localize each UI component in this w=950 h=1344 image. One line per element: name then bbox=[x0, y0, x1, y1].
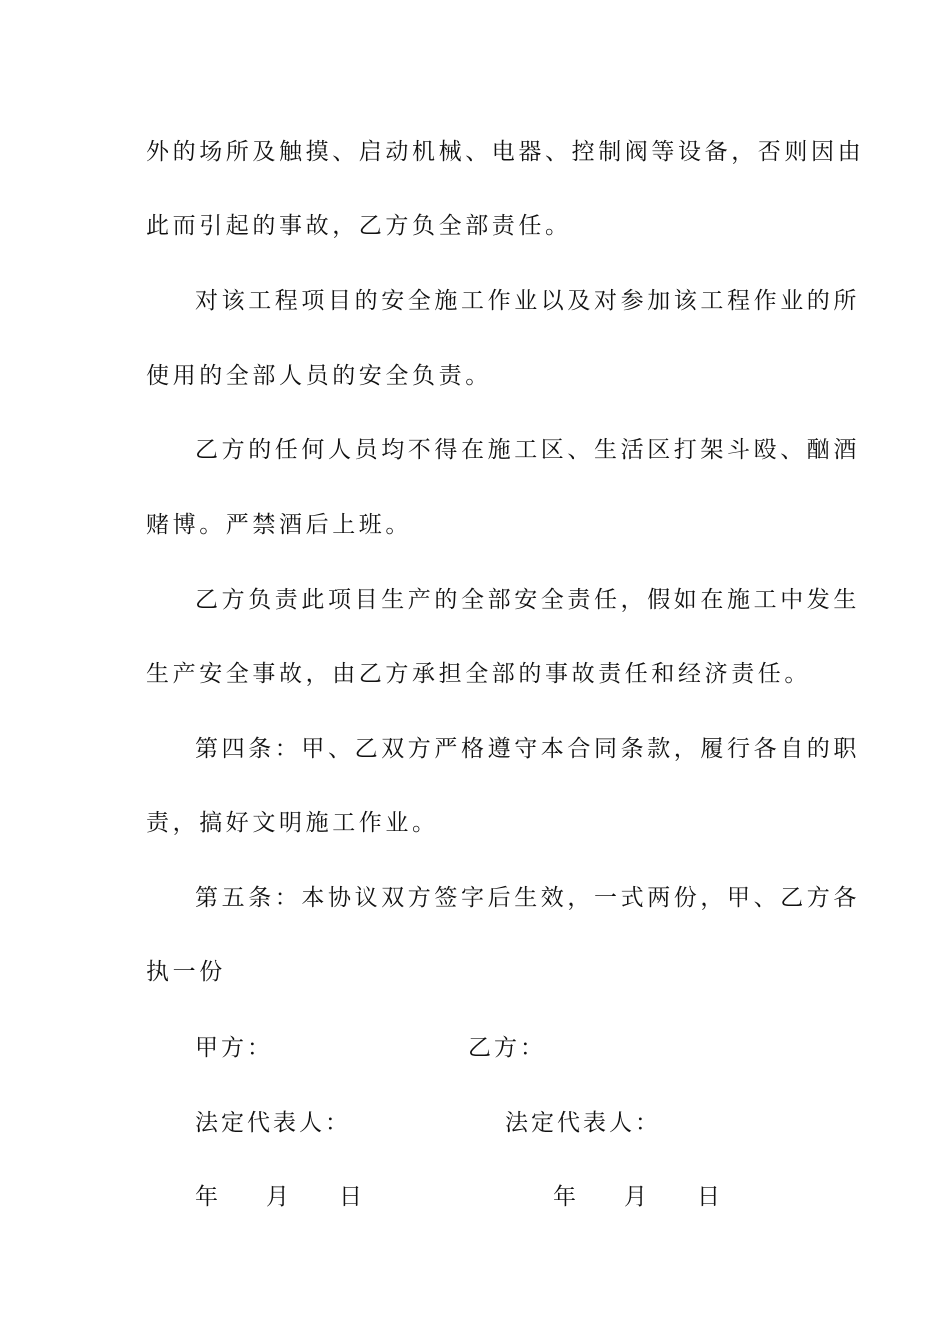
paragraph-line: 第四条：甲、乙双方严格遵守本合同条款，履行各自的职 bbox=[195, 736, 860, 762]
paragraph-line: 乙方负责此项目生产的全部安全责任，假如在施工中发生 bbox=[195, 587, 860, 613]
paragraph-line: 外的场所及触摸、启动机械、电器、控制阀等设备，否则因由 bbox=[146, 139, 865, 165]
party-b-date-month: 月 bbox=[624, 1184, 647, 1210]
paragraph-line: 使用的全部人员的安全负责。 bbox=[146, 363, 492, 389]
party-a-date-day: 日 bbox=[339, 1184, 362, 1210]
paragraph-line: 对该工程项目的安全施工作业以及对参加该工程作业的所 bbox=[195, 288, 860, 314]
paragraph-line: 赌博。严禁酒后上班。 bbox=[146, 512, 412, 538]
party-b-date-day: 日 bbox=[697, 1184, 720, 1210]
party-a-representative-label: 法定代表人： bbox=[195, 1110, 351, 1136]
paragraph-line: 此而引起的事故，乙方负全部责任。 bbox=[146, 213, 572, 239]
paragraph-line: 第五条：本协议双方签字后生效，一式两份，甲、乙方各 bbox=[195, 885, 860, 911]
paragraph-line: 执一份 bbox=[146, 959, 226, 985]
paragraph-line: 乙方的任何人员均不得在施工区、生活区打架斗殴、酗酒 bbox=[195, 437, 860, 463]
paragraph-line: 生产安全事故，由乙方承担全部的事故责任和经济责任。 bbox=[146, 661, 811, 687]
party-a-label: 甲方： bbox=[195, 1035, 273, 1061]
paragraph-line: 责，搞好文明施工作业。 bbox=[146, 810, 439, 836]
party-b-label: 乙方： bbox=[468, 1035, 546, 1061]
party-b-representative-label: 法定代表人： bbox=[505, 1110, 661, 1136]
party-a-date-year: 年 bbox=[195, 1184, 218, 1210]
party-b-date-year: 年 bbox=[553, 1184, 576, 1210]
party-a-date-month: 月 bbox=[266, 1184, 289, 1210]
